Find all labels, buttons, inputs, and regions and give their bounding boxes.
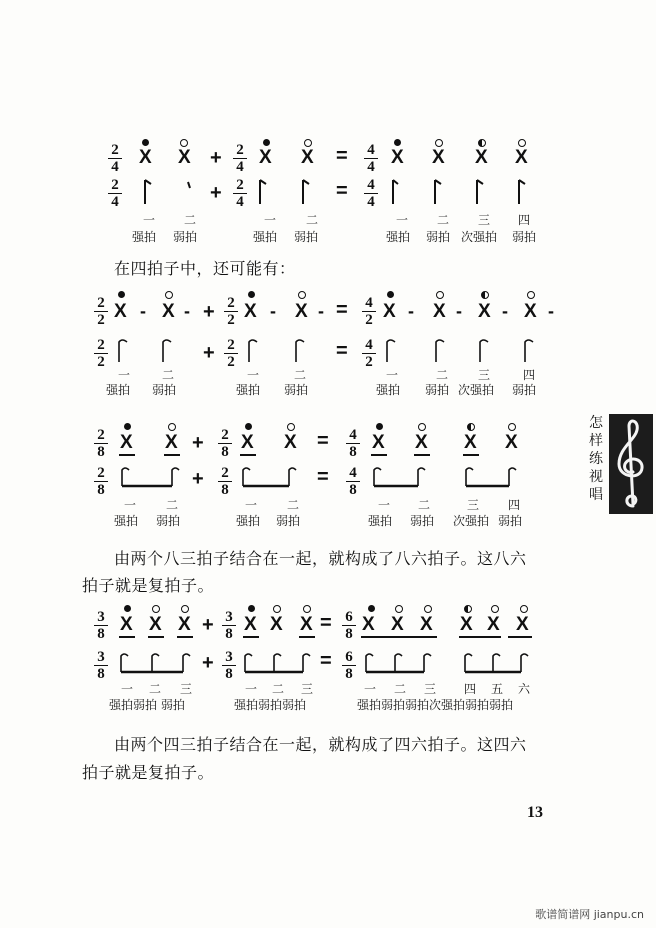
beat-number: 一	[124, 498, 137, 512]
time-signature: $\frac{4}{2}$	[362, 296, 376, 327]
weak-beat-ring	[181, 605, 189, 613]
medium-beat-half-circle	[467, 423, 475, 431]
weak-beat-ring	[395, 605, 403, 613]
note-x: X	[391, 614, 404, 635]
note-stem	[121, 654, 128, 672]
eighth-underline	[164, 454, 180, 456]
beat-number: 二	[162, 368, 175, 382]
beat-number: 二	[437, 213, 450, 227]
beat-label: 强拍	[114, 514, 139, 528]
watermark-text: 歌谱简谱网 jianpu.cn	[535, 908, 644, 921]
equals-sign: =	[336, 145, 348, 167]
eighth-underline	[119, 454, 135, 456]
chapter-title-char: 练	[589, 451, 603, 467]
note-x: X	[372, 432, 385, 453]
note-stem	[480, 340, 488, 362]
eighth-underline	[361, 636, 437, 638]
equals-sign: =	[317, 466, 329, 488]
time-signature: $\frac{3}{8}$	[222, 650, 236, 681]
note-x: X	[516, 614, 529, 635]
time-signature: $\frac{3}{8}$	[222, 610, 236, 641]
weak-beat-ring	[518, 139, 526, 147]
note-x: X	[415, 432, 428, 453]
beat-number: 三	[424, 682, 437, 696]
note-stem	[303, 180, 309, 204]
eighth-underline	[148, 636, 164, 638]
weak-beat-ring	[165, 291, 173, 299]
beat-number: 四	[518, 213, 531, 227]
beat-number: 二	[272, 682, 285, 696]
time-signature: $\frac{4}{4}$	[364, 143, 378, 174]
equals-sign: =	[320, 612, 332, 634]
plus-sign: +	[203, 301, 215, 323]
beat-label: 次强拍	[453, 514, 490, 528]
plus-sign: +	[192, 432, 204, 454]
note-stem	[249, 340, 257, 362]
beat-label: 强拍	[368, 514, 393, 528]
beat-label: 强拍弱拍弱拍次强拍弱拍弱拍	[357, 698, 514, 712]
eighth-underline	[119, 636, 135, 638]
note-stem	[289, 468, 296, 486]
note-x: X	[270, 614, 283, 635]
note-stem	[387, 340, 395, 362]
note-stem	[303, 654, 310, 672]
dash: -	[318, 301, 324, 321]
note-stem	[424, 654, 431, 672]
note-stem	[145, 180, 151, 204]
time-signature: $\frac{2}{4}$	[233, 178, 247, 209]
note-x: X	[300, 614, 313, 635]
time-signature: $\frac{2}{4}$	[233, 143, 247, 174]
note-x: X	[362, 614, 375, 635]
note-x: X	[464, 432, 477, 453]
chapter-title-char: 怎	[589, 415, 603, 431]
note-x: X	[149, 614, 162, 635]
time-signature: $\frac{2}{2}$	[224, 338, 238, 369]
dash: -	[270, 301, 276, 321]
weak-beat-ring	[180, 139, 188, 147]
note-x: X	[114, 301, 127, 322]
beat-number: 一	[247, 368, 260, 382]
note-x: X	[432, 147, 445, 168]
note-stem	[152, 654, 159, 672]
beat-label: 强拍弱拍 弱拍	[109, 698, 185, 712]
note-x: X	[478, 301, 491, 322]
beat-number: 一	[245, 498, 258, 512]
chapter-title-vertical	[585, 414, 607, 504]
eighth-underline	[240, 454, 256, 456]
eighth-underline	[463, 454, 479, 456]
time-signature: $\frac{2}{8}$	[94, 428, 108, 459]
beat-number: 四	[464, 682, 477, 696]
note-x: X	[241, 432, 254, 453]
plus-sign: +	[202, 614, 214, 636]
plus-sign: +	[202, 652, 214, 674]
note-x: X	[420, 614, 433, 635]
note-stem	[525, 340, 533, 362]
note-stem	[243, 468, 250, 486]
equals-sign: =	[336, 299, 348, 321]
note-x: X	[433, 301, 446, 322]
strong-beat-dot	[376, 423, 383, 430]
time-signature: $\frac{2}{8}$	[218, 466, 232, 497]
paragraph-line: 由两个八三拍子结合在一起，就构成了八六拍子。这八六	[114, 549, 527, 568]
weak-beat-ring	[527, 291, 535, 299]
weak-beat-ring	[273, 605, 281, 613]
beat-label: 弱拍	[512, 230, 537, 244]
beat-label: 强拍	[132, 230, 157, 244]
weak-beat-ring	[168, 423, 176, 431]
beat-number: 二	[306, 213, 319, 227]
medium-beat-half-circle	[481, 291, 489, 299]
note-stem	[366, 654, 373, 672]
note-stem	[296, 340, 304, 362]
eighth-underline	[243, 636, 259, 638]
beat-label: 弱拍	[284, 383, 309, 397]
paragraph-line: 拍子就是复拍子。	[82, 576, 215, 595]
equals-sign: =	[336, 340, 348, 362]
note-x: X	[524, 301, 537, 322]
page-number: 13	[527, 804, 543, 821]
chapter-title-char: 样	[589, 433, 603, 449]
note-x: X	[301, 147, 314, 168]
note-stem	[418, 468, 425, 486]
note-stem	[436, 340, 444, 362]
note-x: X	[120, 614, 133, 635]
note-x: X	[178, 614, 191, 635]
beat-label: 弱拍	[426, 230, 451, 244]
weak-beat-ring	[287, 423, 295, 431]
note-x: X	[139, 147, 152, 168]
time-signature: $\frac{3}{8}$	[94, 650, 108, 681]
equals-sign: =	[320, 650, 332, 672]
time-signature: $\frac{2}{4}$	[108, 143, 122, 174]
note-stem	[465, 654, 472, 672]
time-signature: $\frac{4}{4}$	[364, 178, 378, 209]
chapter-side-tab	[585, 414, 656, 514]
equals-sign: =	[317, 430, 329, 452]
note-stem	[393, 180, 398, 204]
paragraph-line: 拍子就是复拍子。	[82, 763, 215, 782]
medium-beat-half-circle	[478, 139, 486, 147]
note-stem	[172, 468, 179, 486]
beat-label: 强拍	[253, 230, 278, 244]
note-stem	[188, 182, 190, 188]
beat-label: 强拍	[236, 514, 261, 528]
note-x: X	[165, 432, 178, 453]
beat-label: 次强拍	[458, 383, 495, 397]
beat-number: 二	[294, 368, 307, 382]
note-stem	[374, 468, 381, 486]
beat-number: 一	[121, 682, 134, 696]
note-x: X	[178, 147, 191, 168]
note-x: X	[162, 301, 175, 322]
time-signature: $\frac{2}{2}$	[224, 296, 238, 327]
plus-sign: +	[203, 342, 215, 364]
beat-label: 弱拍	[410, 514, 435, 528]
time-signature: $\frac{4}{2}$	[362, 338, 376, 369]
note-x: X	[391, 147, 404, 168]
paragraph-line: 由两个四三拍子结合在一起，就构成了四六拍子。这四六	[114, 735, 527, 754]
beat-number: 二	[436, 368, 449, 382]
strong-beat-dot	[124, 423, 131, 430]
eighth-underline	[371, 454, 387, 456]
dash: -	[502, 301, 508, 321]
time-signature: $\frac{2}{2}$	[94, 338, 108, 369]
note-x: X	[460, 614, 473, 635]
weak-beat-ring	[152, 605, 160, 613]
time-signature: $\frac{2}{8}$	[218, 428, 232, 459]
note-stem	[183, 654, 190, 672]
dash: -	[140, 301, 146, 321]
time-signature: $\frac{4}{8}$	[346, 466, 360, 497]
weak-beat-ring	[303, 605, 311, 613]
weak-beat-ring	[436, 291, 444, 299]
beat-number: 二	[287, 498, 300, 512]
beat-label: 强拍	[376, 383, 401, 397]
weak-beat-ring	[424, 605, 432, 613]
strong-beat-dot	[118, 291, 125, 298]
strong-beat-dot	[368, 605, 375, 612]
strong-beat-dot	[142, 139, 149, 146]
beat-number: 二	[184, 213, 197, 227]
time-signature: $\frac{3}{8}$	[94, 610, 108, 641]
beat-number: 一	[386, 368, 399, 382]
note-x: X	[244, 301, 257, 322]
chapter-title-char: 唱	[589, 487, 603, 503]
eighth-underline	[299, 636, 315, 638]
beat-number: 四	[523, 368, 536, 382]
note-stem	[466, 468, 473, 486]
eighth-underline	[414, 454, 430, 456]
dash: -	[408, 301, 414, 321]
half-notes-row	[110, 334, 540, 368]
plus-sign: +	[210, 147, 222, 169]
beat-number: 四	[508, 498, 521, 512]
beat-number: 一	[396, 213, 409, 227]
plus-sign: +	[192, 468, 204, 490]
beat-number: 一	[264, 213, 277, 227]
beat-label: 强拍	[236, 383, 261, 397]
eighth-underline	[459, 636, 501, 638]
note-stem	[521, 654, 528, 672]
note-stem	[519, 180, 525, 204]
note-stem	[435, 180, 441, 204]
beat-label: 弱拍	[512, 383, 537, 397]
dash: -	[548, 301, 554, 321]
dash: -	[456, 301, 462, 321]
plus-sign: +	[210, 182, 222, 204]
note-x: X	[487, 614, 500, 635]
strong-beat-dot	[248, 605, 255, 612]
beat-number: 一	[118, 368, 131, 382]
note-x: X	[505, 432, 518, 453]
beat-number: 二	[394, 682, 407, 696]
beat-label: 强拍弱拍弱拍	[234, 698, 307, 712]
note-x: X	[295, 301, 308, 322]
strong-beat-dot	[248, 291, 255, 298]
note-x: X	[475, 147, 488, 168]
note-stem	[260, 180, 266, 204]
note-stem	[395, 654, 402, 672]
weak-beat-ring	[418, 423, 426, 431]
strong-beat-dot	[124, 605, 131, 612]
treble-clef-icon	[609, 414, 653, 514]
note-x: X	[515, 147, 528, 168]
chapter-title-char: 视	[589, 469, 603, 485]
beat-number: 三	[478, 213, 491, 227]
beat-label: 弱拍	[173, 230, 198, 244]
beat-label: 弱拍	[276, 514, 301, 528]
strong-beat-dot	[394, 139, 401, 146]
weak-beat-ring	[298, 291, 306, 299]
weak-beat-ring	[508, 423, 516, 431]
beat-number: 六	[518, 682, 531, 696]
strong-beat-dot	[245, 423, 252, 430]
beat-number: 一	[378, 498, 391, 512]
beat-label: 弱拍	[156, 514, 181, 528]
beat-label: 弱拍	[294, 230, 319, 244]
time-signature: $\frac{2}{4}$	[108, 178, 122, 209]
strong-beat-dot	[387, 291, 394, 298]
beat-number: 二	[166, 498, 179, 512]
dash: -	[184, 301, 190, 321]
equals-sign: =	[336, 180, 348, 202]
note-x: X	[259, 147, 272, 168]
beat-label: 强拍	[106, 383, 131, 397]
strong-beat-dot	[263, 139, 270, 146]
note-x: X	[244, 614, 257, 635]
note-stem	[493, 654, 500, 672]
note-stem	[245, 654, 252, 672]
weak-beat-ring	[304, 139, 312, 147]
beat-label: 强拍	[386, 230, 411, 244]
eighth-underline	[177, 636, 193, 638]
beat-number: 三	[478, 368, 491, 382]
weak-beat-ring	[520, 605, 528, 613]
beat-number: 一	[364, 682, 377, 696]
beat-number: 二	[149, 682, 162, 696]
beat-number: 二	[418, 498, 431, 512]
beat-label: 弱拍	[498, 514, 523, 528]
note-stem	[509, 468, 516, 486]
time-signature: $\frac{2}{8}$	[94, 466, 108, 497]
beat-label: 次强拍	[461, 230, 498, 244]
beat-label: 弱拍	[152, 383, 177, 397]
note-stem	[122, 468, 129, 486]
weak-beat-ring	[491, 605, 499, 613]
note-stem	[477, 180, 483, 204]
beat-number: 三	[180, 682, 193, 696]
weak-beat-ring	[435, 139, 443, 147]
beat-number: 五	[491, 682, 504, 696]
time-signature: $\frac{6}{8}$	[342, 650, 356, 681]
intro-text: 在四拍子中，还可能有：	[114, 259, 296, 278]
note-stem	[274, 654, 281, 672]
time-signature: $\frac{6}{8}$	[342, 610, 356, 641]
note-x: X	[284, 432, 297, 453]
note-stem	[119, 340, 127, 362]
note-x: X	[120, 432, 133, 453]
medium-beat-half-circle	[464, 605, 472, 613]
beat-number: 三	[467, 498, 480, 512]
note-stem	[163, 340, 171, 362]
eighth-underline	[508, 636, 532, 638]
time-signature: $\frac{2}{2}$	[94, 296, 108, 327]
beat-number: 三	[301, 682, 314, 696]
beat-number: 一	[245, 682, 258, 696]
time-signature: $\frac{4}{8}$	[346, 428, 360, 459]
beat-number: 一	[143, 213, 156, 227]
note-x: X	[383, 301, 396, 322]
beat-label: 弱拍	[425, 383, 450, 397]
